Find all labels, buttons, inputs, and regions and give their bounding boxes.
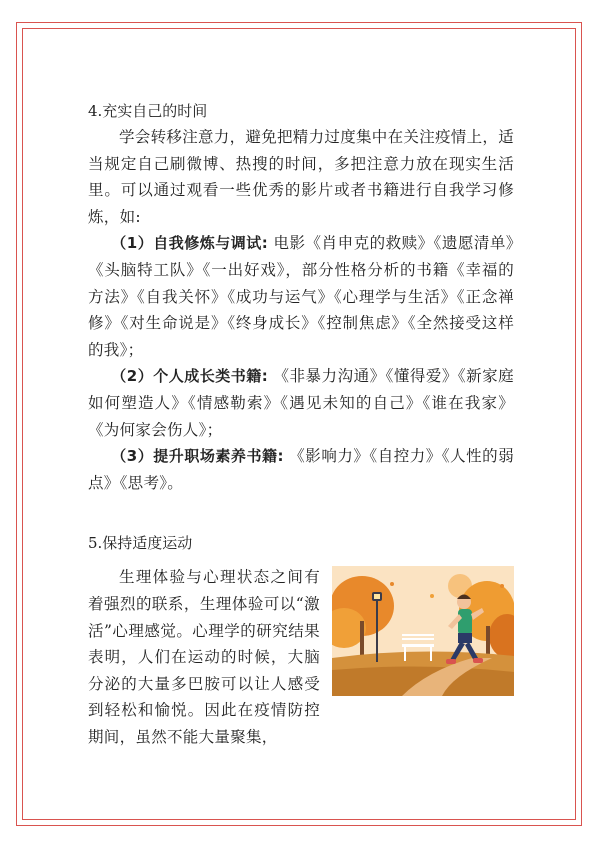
- section-5-heading: 5.保持适度运动: [88, 534, 193, 553]
- list-item-2-text: 《非暴力沟通》《懂得爱》《新家庭如何塑造人》《情感勒索》《遇见未知的自己》《谁在我家》《为何家会伤人》；: [88, 367, 514, 439]
- list-item-3-text: 《影响力》《自控力》《人性的弱点》《思考》。: [88, 447, 514, 492]
- list-item-1: [88, 230, 514, 363]
- list-item-2-title: （2）个人成长类书籍:: [111, 367, 269, 386]
- list-item-3-title: （3）提升职场素养书籍:: [111, 447, 284, 466]
- list-item-2: [88, 363, 514, 443]
- list-item-3: [88, 443, 514, 496]
- section-4-heading: 4.充实自己的时间: [88, 102, 208, 120]
- document-body: [88, 98, 514, 750]
- section-5-text: 生理体验与心理状态之间有着强烈的联系，生理体验可以“激活”心理感觉。心理学的研究结果表明，人们在运动的时候，大脑分泌的大量多巴胺可以让人感受到轻松和愉悦。因此在疫情防控期间，虽然不能大量聚集，: [88, 568, 320, 746]
- autumn-park-runner-illustration: [332, 566, 514, 696]
- list-item-1-text: 电影《肖申克的救赎》《遗愿清单》《头脑特工队》《一出好戏》，部分性格分析的书籍《幸福的方法》《自我关怀》《成功与运气》《心理学与生活》《正念禅修》《对生命说是》《终身成长》《控制焦虑》《全然接受这样的我》；: [88, 234, 514, 359]
- section-4-intro: 学会转移注意力，避免把精力过度集中在关注疫情上，适当规定自己刷微博、热搜的时间，多把注意力放在现实生活里。可以通过观看一些优秀的影片或者书籍进行自我学习修炼，如:: [88, 128, 515, 226]
- list-item-1-title: （1）自我修炼与调试:: [111, 234, 269, 253]
- section-5: [88, 530, 514, 750]
